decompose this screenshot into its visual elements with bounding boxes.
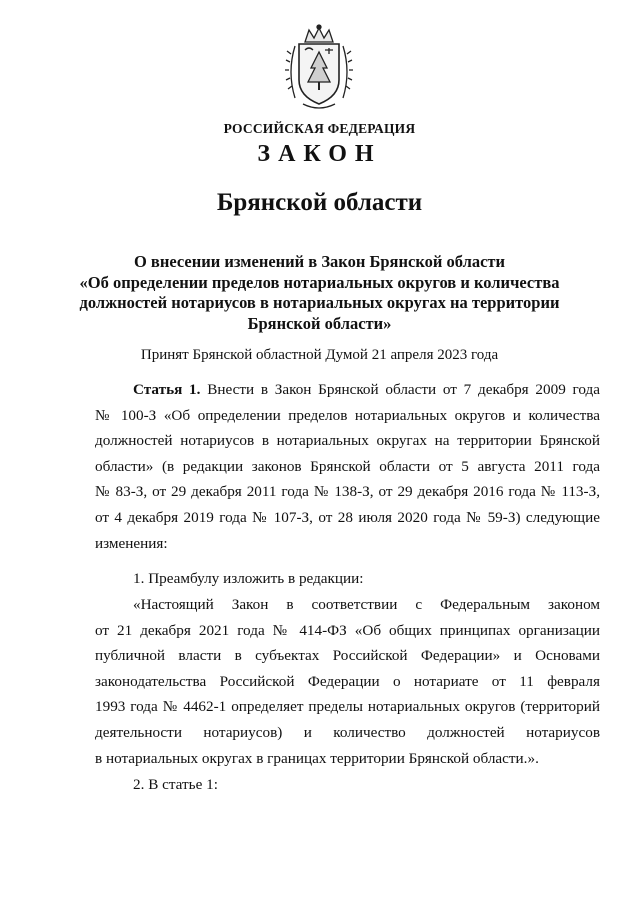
article-1-last-line: изменения: (95, 534, 168, 552)
article-1-line: должностей нотариусов в нотариальных округах на территории Брянской (95, 432, 600, 450)
article-1-label: Статья 1. (133, 381, 201, 398)
quote-line: от 21 декабря 2021 года № 414-ФЗ «Об общих принципах организации (95, 621, 600, 639)
quote-line: публичной власти в субъектах Российской Федерации» и Основами (95, 647, 600, 665)
quote-last-line: в нотариальных округах в границах территории Брянской области.». (95, 749, 539, 767)
article-1-paragraph (95, 377, 600, 556)
article-1-line: № 83-З, от 29 декабря 2011 года № 138-З, от 29 декабря 2016 года № 113-З, (95, 483, 600, 501)
law-title-line: «Об определении пределов нотариальных округов и количества (79, 272, 560, 292)
region-heading: Брянской области (216, 189, 423, 216)
preamble-quote-paragraph (95, 592, 600, 771)
item-1-text: 1. Преамбулу изложить в редакции: (133, 570, 364, 587)
law-title-line: О внесении изменений в Закон Брянской области (133, 252, 506, 271)
quote-line: «Настоящий Закон в соответствии с Федеральным законом (133, 596, 600, 613)
quote-line: деятельности нотариусов) и количество должностей нотариусов (95, 723, 600, 741)
article-1-line: области» (в редакции законов Брянской области от 5 августа 2011 года (95, 457, 600, 475)
item-2-paragraph (95, 772, 600, 798)
quote-line: 1993 года № 4462-1 определяет пределы нотариальных округов (территорий (95, 698, 600, 716)
law-title-line: должностей нотариусов в нотариальных округах на территории (79, 293, 560, 312)
coat-of-arms-icon (283, 24, 355, 110)
article-1-first-line (95, 377, 600, 403)
article-1-line: № 100-З «Об определении пределов нотариальных округов и количества (95, 406, 600, 424)
article-1-line: от 4 декабря 2019 года № 107-З, от 28 июля 2020 года № 59-З) следующие (95, 508, 600, 526)
article-1-first-line-text: Внести в Закон Брянской области от 7 декабря 2009 года (207, 381, 600, 398)
item-1-paragraph (95, 566, 600, 592)
law-title-line: Брянской области» (247, 313, 392, 333)
adoption-note: Принят Брянской областной Думой 21 апреля 2023 года (140, 347, 499, 363)
item-2-text: 2. В статье 1: (133, 776, 218, 793)
quote-line: законодательства Российской Федерации о нотариате от 11 февраля (95, 672, 600, 690)
country-heading: РОССИЙСКАЯ ФЕДЕРАЦИЯ (223, 121, 416, 136)
law-title (0, 252, 639, 334)
document-type-heading: ЗАКОН (257, 141, 382, 167)
